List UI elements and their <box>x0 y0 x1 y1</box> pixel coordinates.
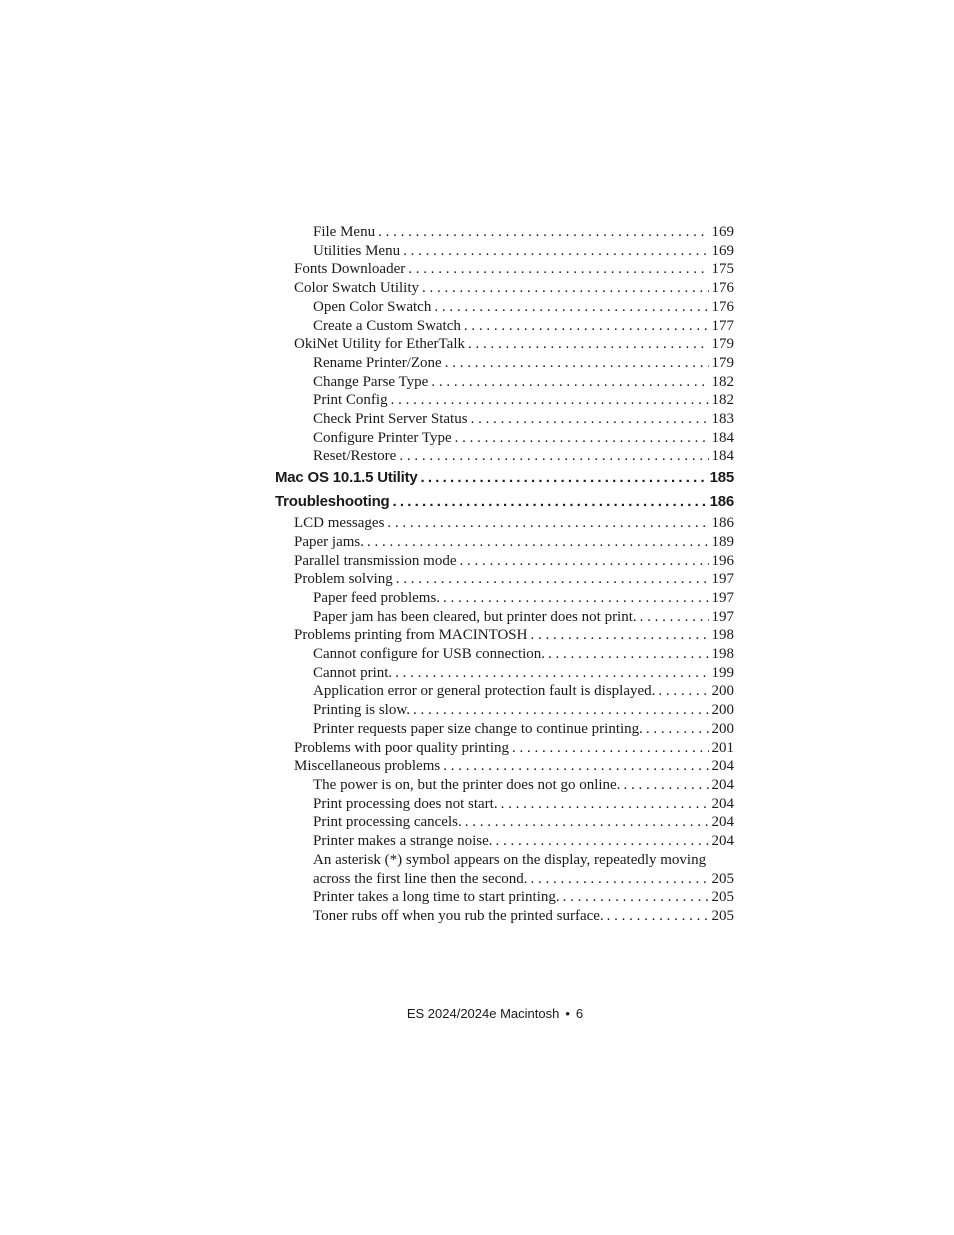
toc-entry[interactable] <box>275 795 734 814</box>
dot-leader <box>431 373 708 392</box>
toc-entry-title: Utilities Menu <box>313 242 401 259</box>
toc-entry-page: 175 <box>711 261 734 278</box>
toc-entry-page: 198 <box>711 646 734 663</box>
toc-entry[interactable] <box>275 626 734 645</box>
toc-entry[interactable] <box>275 410 734 429</box>
toc-entry[interactable] <box>275 391 734 410</box>
toc-entry-page: 177 <box>711 317 734 334</box>
toc-entry-page: 182 <box>711 373 734 390</box>
dot-leader <box>443 757 708 776</box>
toc-entry[interactable] <box>275 701 734 720</box>
toc-entry-title: Check Print Server Status <box>313 411 468 428</box>
toc-entry-title: OkiNet Utility for EtherTalk <box>294 336 465 353</box>
toc-entry[interactable] <box>275 260 734 279</box>
toc-entry[interactable] <box>275 851 734 870</box>
dot-leader <box>403 242 708 261</box>
toc-entry-title: Reset/Restore <box>313 448 397 465</box>
toc-entry-page: 197 <box>711 608 734 625</box>
toc-entry[interactable] <box>275 608 734 627</box>
dot-leader <box>496 832 709 851</box>
dot-leader <box>623 776 708 795</box>
toc-entry-page: 169 <box>711 224 734 240</box>
dot-leader <box>393 490 707 514</box>
toc-entry[interactable] <box>275 907 734 926</box>
toc-entry[interactable] <box>275 317 734 336</box>
toc-entry-page: 205 <box>711 907 734 924</box>
dot-leader <box>658 682 708 701</box>
toc-entry[interactable] <box>275 298 734 317</box>
toc-entry-page: 189 <box>711 533 734 550</box>
toc-entry-page: 200 <box>711 702 734 719</box>
dot-leader <box>501 795 709 814</box>
dot-leader <box>646 720 709 739</box>
dot-leader <box>413 701 709 720</box>
toc-entry-title: Problems with poor quality printing <box>294 739 509 756</box>
toc-entry-title: across the first line then the second. <box>313 870 528 887</box>
toc-entry-page: 204 <box>711 833 734 850</box>
toc-entry-page: 198 <box>711 627 734 644</box>
toc-entry-title: Cannot print. <box>313 664 393 681</box>
dot-leader <box>408 260 708 279</box>
dot-leader <box>455 429 709 448</box>
toc-entry-page: 200 <box>711 683 734 700</box>
toc-entry-title: Color Swatch Utility <box>294 280 419 297</box>
toc-entry[interactable] <box>275 223 734 242</box>
toc-entry[interactable] <box>275 757 734 776</box>
toc-entry[interactable] <box>275 335 734 354</box>
toc-entry-title: Print Config <box>313 392 388 409</box>
dot-leader <box>445 354 709 373</box>
toc-entry-title: Change Parse Type <box>313 373 429 390</box>
toc-entry-page: 179 <box>711 354 734 371</box>
toc-entry-page: 186 <box>711 515 734 532</box>
toc-entry[interactable] <box>275 645 734 664</box>
dot-leader <box>459 552 708 571</box>
toc-entry-title: Mac OS 10.1.5 Utility <box>275 469 418 487</box>
toc-entry-title: Troubleshooting <box>275 493 390 511</box>
toc-entry-page: 197 <box>711 589 734 606</box>
dot-leader <box>512 739 709 758</box>
dot-leader <box>378 223 708 242</box>
toc-entry-title: Paper jam has been cleared, but printer does not print. <box>313 608 637 625</box>
toc-entry[interactable] <box>275 373 734 392</box>
toc-entry-title: The power is on, but the printer does not go online. <box>313 776 621 793</box>
toc-entry-title: An asterisk (*) symbol appears on the display, repeatedly moving <box>313 851 707 868</box>
dot-leader <box>464 317 709 336</box>
toc-entry-page: 186 <box>709 493 734 511</box>
dot-leader <box>391 391 709 410</box>
toc-entry-page: 182 <box>711 392 734 409</box>
toc-entry-title: Printer makes a strange noise. <box>313 833 493 850</box>
dot-leader <box>640 608 709 627</box>
toc-entry-title: LCD messages <box>294 515 385 532</box>
toc-entry-title: Rename Printer/Zone <box>313 354 442 371</box>
toc-entry[interactable] <box>275 447 734 466</box>
toc-entry[interactable] <box>275 589 734 608</box>
dot-leader <box>471 410 709 429</box>
dot-leader <box>422 279 709 298</box>
toc-entry-page: 169 <box>711 242 734 259</box>
toc-entry-page: 204 <box>711 795 734 812</box>
dot-leader <box>468 335 709 354</box>
toc-entry-page: 184 <box>711 448 734 465</box>
toc-entry-title: Print processing does not start. <box>313 795 498 812</box>
toc-entry-page: 185 <box>709 469 734 487</box>
toc-entry[interactable] <box>275 242 734 261</box>
dot-leader <box>563 888 709 907</box>
toc-entry-page: 196 <box>711 552 734 569</box>
toc-entry[interactable] <box>275 533 734 552</box>
dot-leader <box>548 645 708 664</box>
toc-entry[interactable] <box>275 279 734 298</box>
toc-entry[interactable] <box>275 354 734 373</box>
toc-entry[interactable] <box>275 664 734 683</box>
dot-leader <box>607 907 709 926</box>
toc-entry[interactable] <box>275 832 734 851</box>
toc-entry-page: 201 <box>711 739 734 756</box>
toc-entry-page: 199 <box>711 664 734 681</box>
toc-entry-title: Parallel transmission mode <box>294 552 457 569</box>
toc-entry[interactable] <box>275 466 734 490</box>
dot-leader <box>434 298 708 317</box>
dot-leader <box>399 447 708 466</box>
toc-entry[interactable] <box>275 720 734 739</box>
toc-entry[interactable] <box>275 490 734 514</box>
toc-entry-title: Application error or general protection fault is displayed. <box>313 683 656 700</box>
toc-entry-page: 200 <box>711 720 734 737</box>
dot-leader <box>395 664 708 683</box>
toc-entry-title: Printer requests paper size change to continue printing. <box>313 720 643 737</box>
dot-leader <box>531 870 709 889</box>
toc-entry-title: Create a Custom Swatch <box>313 317 461 334</box>
table-of-contents <box>275 223 734 926</box>
toc-entry-page: 204 <box>711 776 734 793</box>
dot-leader <box>367 533 709 552</box>
toc-entry[interactable] <box>275 739 734 758</box>
toc-entry[interactable] <box>275 888 734 907</box>
dot-leader <box>421 466 707 490</box>
dot-leader <box>396 570 709 589</box>
toc-entry-title: Configure Printer Type <box>313 429 452 446</box>
toc-entry-page: 205 <box>711 889 734 906</box>
toc-entry-title: Printing is slow. <box>313 702 410 719</box>
dot-leader <box>387 514 708 533</box>
page-footer <box>0 1006 954 1021</box>
toc-entry-title: Printer takes a long time to start printing. <box>313 889 560 906</box>
toc-entry[interactable] <box>275 682 734 701</box>
toc-entry[interactable] <box>275 870 734 889</box>
toc-entry-page: 176 <box>711 280 734 297</box>
toc-entry-page: 204 <box>711 758 734 775</box>
dot-leader <box>443 589 708 608</box>
toc-entry-page: 176 <box>711 298 734 315</box>
toc-entry-page: 183 <box>711 411 734 428</box>
toc-entry[interactable] <box>275 514 734 533</box>
toc-entry-title: Paper jams. <box>294 533 364 550</box>
toc-entry[interactable] <box>275 429 734 448</box>
footer-page-number: 6 <box>575 1006 584 1021</box>
toc-entry-title: Toner rubs off when you rub the printed surface. <box>313 907 604 924</box>
footer-bullet: • <box>565 1006 570 1021</box>
toc-entry[interactable] <box>275 813 734 832</box>
toc-entry-page: 205 <box>711 870 734 887</box>
toc-entry-title: Open Color Swatch <box>313 298 432 315</box>
toc-entry[interactable] <box>275 570 734 589</box>
dot-leader <box>530 626 708 645</box>
toc-entry[interactable] <box>275 552 734 571</box>
dot-leader <box>465 813 709 832</box>
toc-entry-title: Paper feed problems. <box>313 589 441 606</box>
toc-entry-page: 184 <box>711 429 734 446</box>
toc-entry-page: 179 <box>711 336 734 353</box>
toc-entry-title: Fonts Downloader <box>294 261 406 278</box>
toc-entry-page: 197 <box>711 571 734 588</box>
toc-entry-title: File Menu <box>313 224 376 240</box>
toc-entry-title: Cannot configure for USB connection. <box>313 646 546 663</box>
toc-entry[interactable] <box>275 776 734 795</box>
toc-entry-title: Miscellaneous problems <box>294 758 441 775</box>
toc-entry-page: 204 <box>711 814 734 831</box>
toc-entry-title: Print processing cancels. <box>313 814 462 831</box>
toc-entry-title: Problems printing from MACINTOSH <box>294 627 528 644</box>
toc-entry-title: Problem solving <box>294 571 393 588</box>
footer-doc-title: ES 2024/2024e Macintosh <box>406 1006 560 1021</box>
